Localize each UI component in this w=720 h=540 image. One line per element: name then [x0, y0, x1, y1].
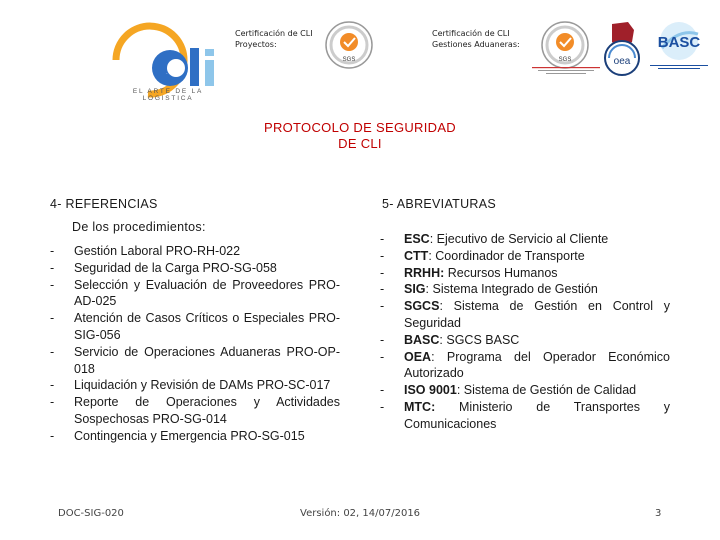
list-item: - Atención de Casos Críticos o Especiales PRO-SIG-056	[50, 311, 340, 342]
cert-customs-label: Certificación de CLI Gestiones Aduaneras:	[432, 29, 520, 49]
list-item: - Selección y Evaluación de Proveedores PRO-AD-025	[50, 277, 340, 309]
seal-caption-decorative	[528, 66, 604, 78]
logo-tagline: EL ARTE DE LA LOGISTICA	[132, 88, 204, 102]
basc-logo-icon	[648, 20, 710, 62]
references-subheading: De los procedimientos:	[72, 220, 206, 234]
list-item: - ESC: Ejecutivo de Servicio al Cliente	[380, 232, 609, 246]
seal-text: SGS	[342, 57, 356, 63]
abbreviations-list	[380, 231, 670, 433]
list-item: - OEA: Programa del Operador Económico Autorizado	[380, 349, 670, 381]
references-list	[50, 243, 340, 445]
oea-seal-icon	[598, 20, 646, 78]
list-item: - Contingencia y Emergencia PRO-SG-015	[50, 428, 305, 443]
doc-version: Versión: 02, 14/07/2016	[300, 508, 421, 519]
page-number: 3	[655, 508, 662, 519]
logo-l-mark	[190, 48, 199, 86]
list-item: - MTC: Ministerio de Transportes y Comunicaciones	[380, 399, 670, 431]
list-item: - Seguridad de la Carga PRO-SG-058	[50, 260, 277, 275]
page-title	[200, 120, 520, 152]
list-item: - ISO 9001: Sistema de Gestión de Calidad	[380, 383, 637, 398]
list-item: - SGCS: Sistema de Gestión en Control y Seguridad	[380, 299, 670, 330]
sgs-seal-icon	[324, 20, 374, 70]
list-item: - Reporte de Operaciones y Actividades Sospechosas PRO-SG-014	[50, 395, 340, 426]
oea-text: oea	[613, 56, 631, 67]
abbreviations-heading: 5- ABREVIATURAS	[382, 197, 497, 211]
list-item: - RRHH: Recursos Humanos	[380, 265, 558, 280]
title-line-1: PROTOCOLO DE SEGURIDAD	[263, 120, 456, 135]
list-item: - Servicio de Operaciones Aduaneras PRO-OP-018	[50, 344, 340, 376]
cert-projects-label: Certificación de CLI Proyectos:	[235, 29, 313, 49]
logo-i-mark	[205, 60, 214, 86]
list-item: - Gestión Laboral PRO-RH-022	[50, 244, 241, 258]
doc-code: DOC-SIG-020	[58, 508, 124, 519]
title-line-2: DE CLI	[338, 136, 382, 151]
sgs-seal-icon	[540, 20, 590, 70]
seal-text: SGS	[558, 57, 572, 63]
list-item: - CTT: Coordinador de Transporte	[380, 248, 585, 263]
list-item: - Liquidación y Revisión de DAMs PRO-SC-017	[50, 378, 331, 393]
basc-caption-decorative	[646, 64, 712, 74]
list-item: - BASC: SGCS BASC	[380, 332, 520, 347]
list-item: - SIG: Sistema Integrado de Gestión	[380, 282, 598, 297]
logo-text: CLi	[166, 74, 168, 75]
references-heading: 4- REFERENCIAS	[50, 197, 158, 211]
basc-text: BASC	[657, 34, 701, 51]
